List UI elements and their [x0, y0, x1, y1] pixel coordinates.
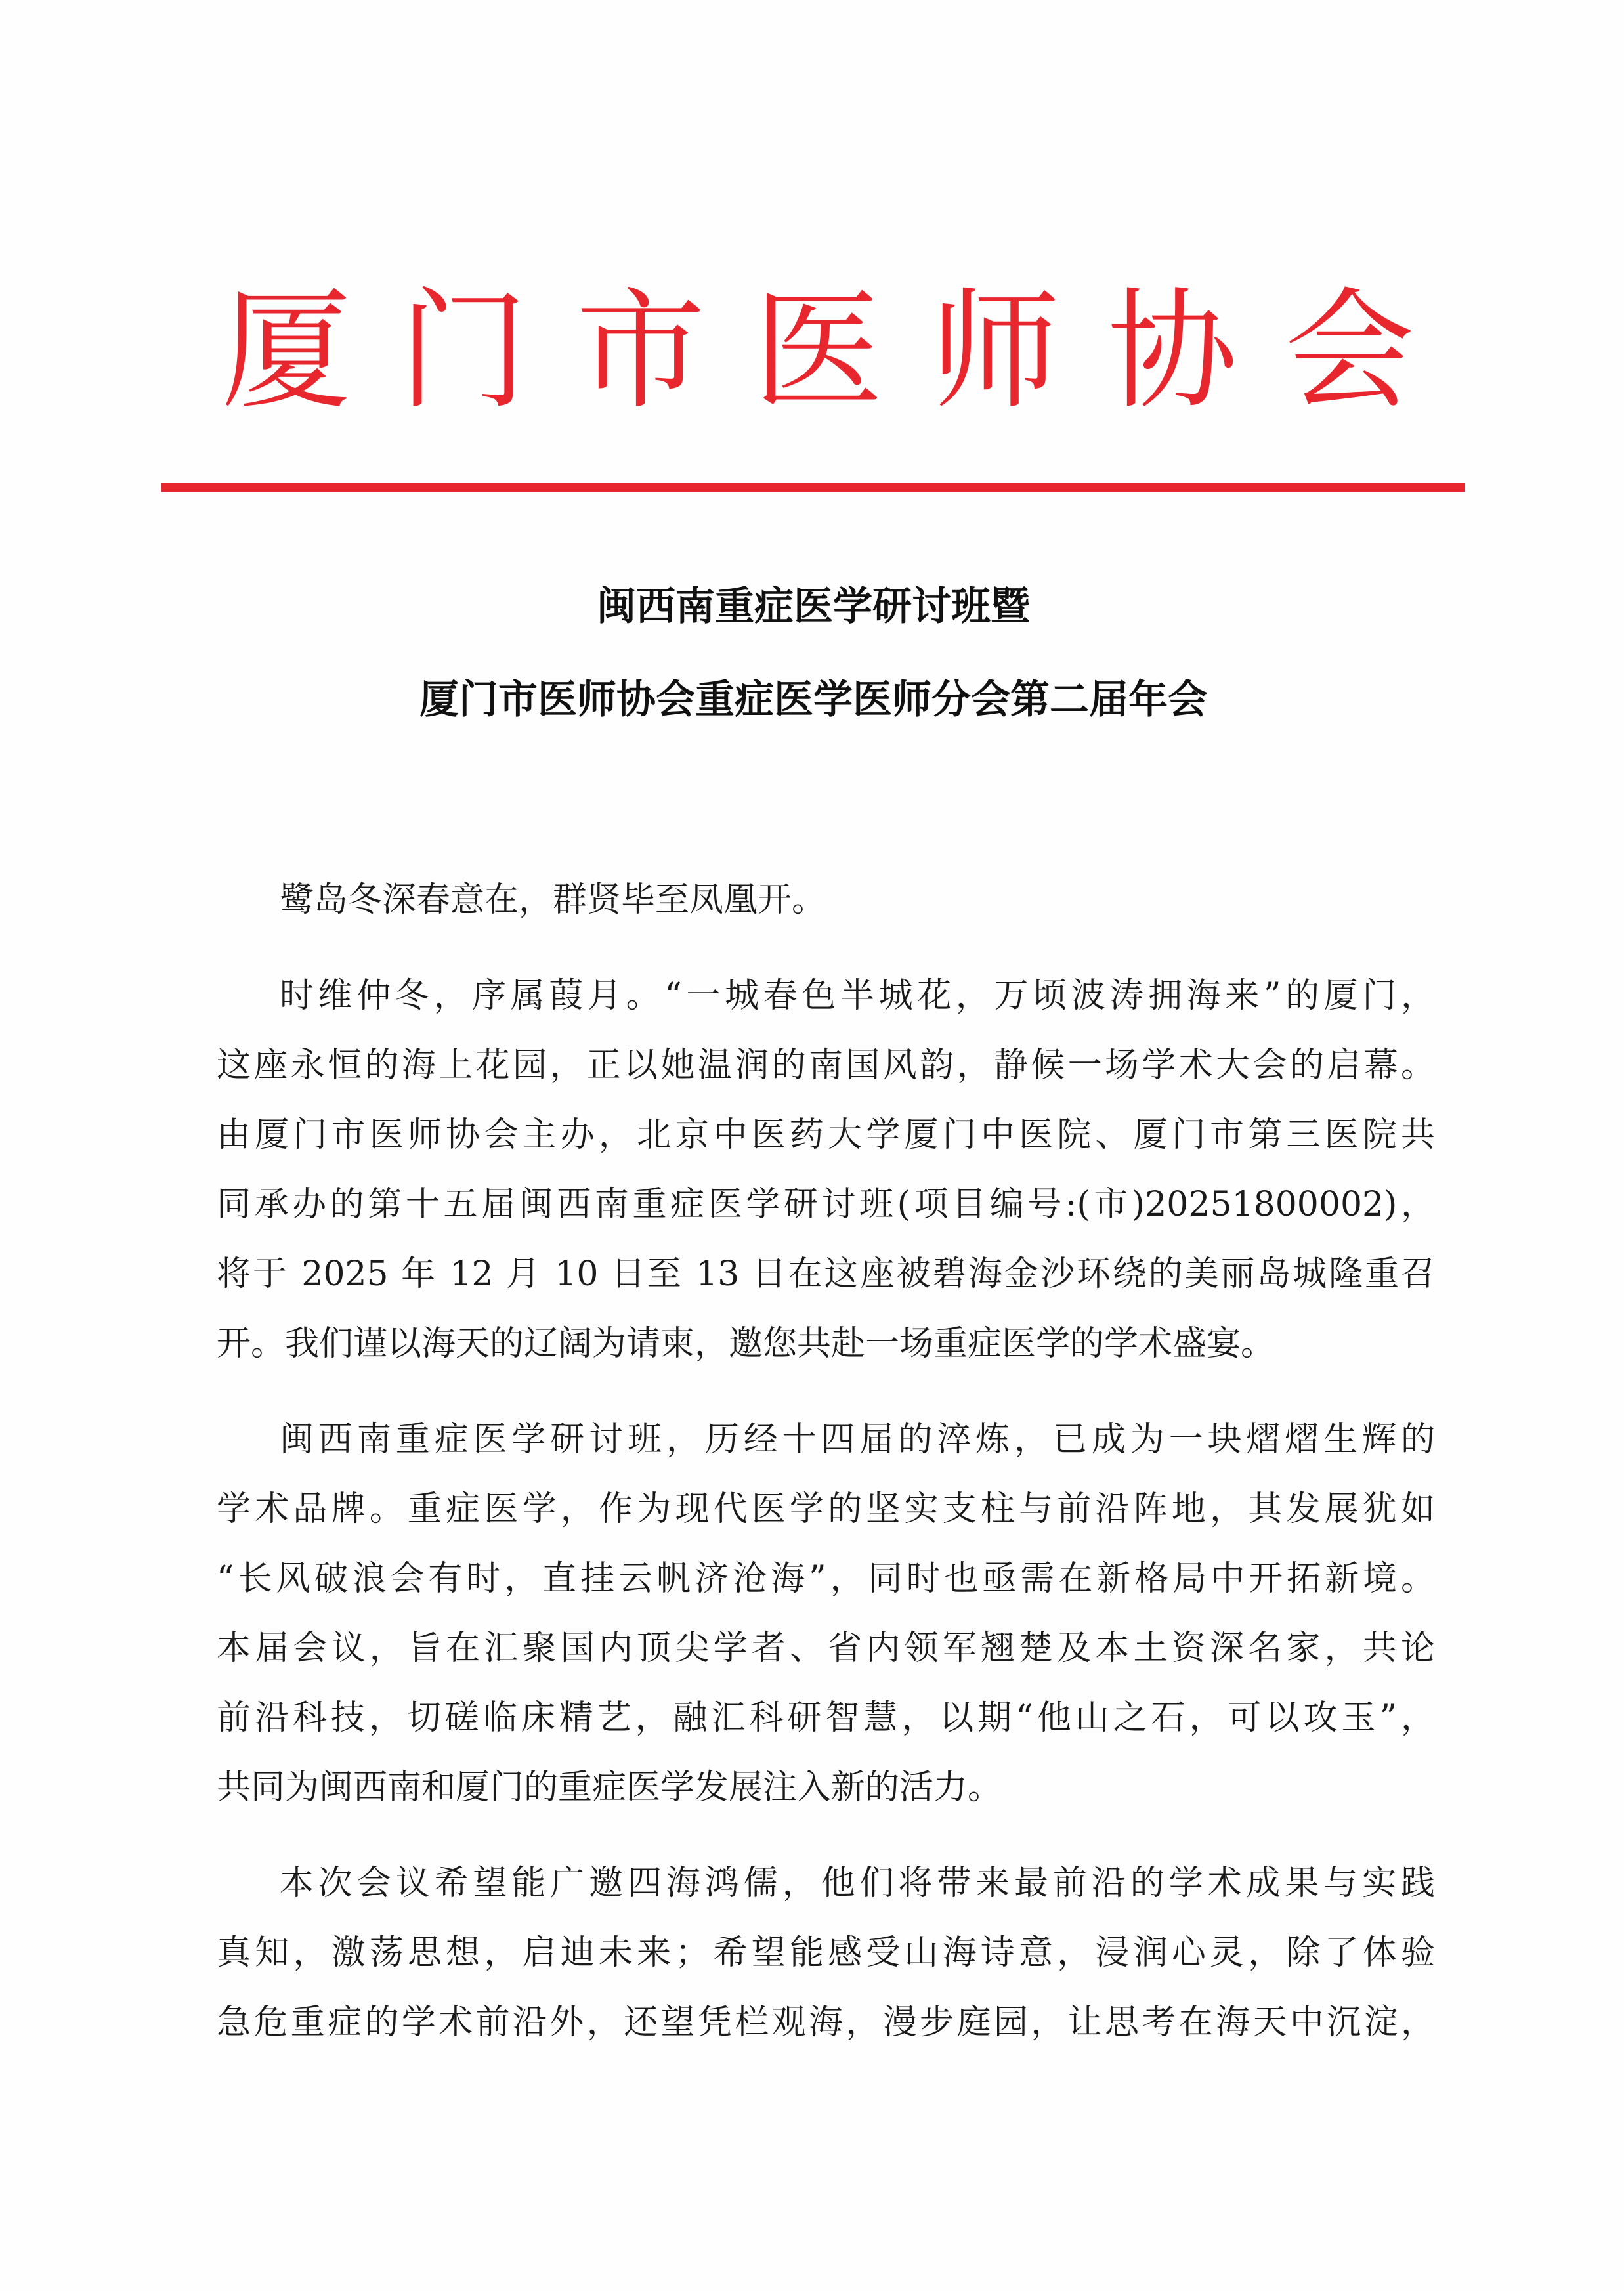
paragraph-4-line: 急危重症的学术前沿外，还望凭栏观海，漫步庭园，让思考在海天中沉淀，	[217, 2003, 1435, 2042]
letterhead-org-name: 厦门市医师协会	[221, 275, 1462, 427]
letter-body	[217, 865, 1435, 2057]
paragraph-2-line: 时维仲冬，序属葭月。“一城春色半城花，万顷波涛拥海来”的厦门，	[280, 976, 1435, 1016]
paragraph-3-line: 共同为闽西南和厦门的重症医学发展注入新的活力。	[217, 1768, 1002, 1807]
paragraph-3-line: 前沿科技，切磋临床精艺，融汇科研智慧，以期“他山之石，可以攻玉”，	[217, 1698, 1435, 1738]
paragraph-4-line: 真知，激荡思想，启迪未来；希望能感受山海诗意，浸润心灵，除了体验	[217, 1933, 1435, 1973]
document-title-line-2: 厦门市医师协会重症医学医师分会第二届年会	[419, 677, 1207, 723]
paragraph-3-line: 本届会议，旨在汇聚国内顶尖学者、省内领军翘楚及本土资深名家，共论	[217, 1629, 1435, 1668]
paragraph-2-line: 同承办的第十五届闽西南重症医学研讨班(项目编号:(市)20251800002)，	[217, 1185, 1435, 1224]
letterhead-red-rule	[161, 483, 1465, 492]
paragraph-4-line: 本次会议希望能广邀四海鸿儒，他们将带来最前沿的学术成果与实践	[280, 1864, 1435, 1903]
paragraph-3-line: 闽西南重症医学研讨班，历经十四届的淬炼，已成为一块熠熠生辉的	[280, 1420, 1435, 1459]
paragraph-1-line: 鹭岛冬深春意在，群贤毕至凤凰开。	[280, 880, 826, 920]
paragraph-3-line: “长风破浪会有时，直挂云帆济沧海”，同时也亟需在新格局中开拓新境。	[217, 1559, 1435, 1598]
paragraph-2-line: 这座永恒的海上花园，正以她温润的南国风韵，静候一场学术大会的启幕。	[217, 1046, 1435, 1085]
paragraph-2-line: 由厦门市医师协会主办，北京中医药大学厦门中医院、厦门市第三医院共	[217, 1115, 1435, 1155]
paragraph-2-line: 将于 2025 年 12 月 10 日至 13 日在这座被碧海金沙环绕的美丽岛城隆重召	[217, 1254, 1435, 1294]
document-title-line-1: 闽西南重症医学研讨班暨	[597, 584, 1030, 630]
paragraph-3-line: 学术品牌。重症医学，作为现代医学的坚实支柱与前沿阵地，其发展犹如	[217, 1489, 1435, 1529]
paragraph-2-line: 开。我们谨以海天的辽阔为请柬，邀您共赴一场重症医学的学术盛宴。	[217, 1324, 1275, 1363]
